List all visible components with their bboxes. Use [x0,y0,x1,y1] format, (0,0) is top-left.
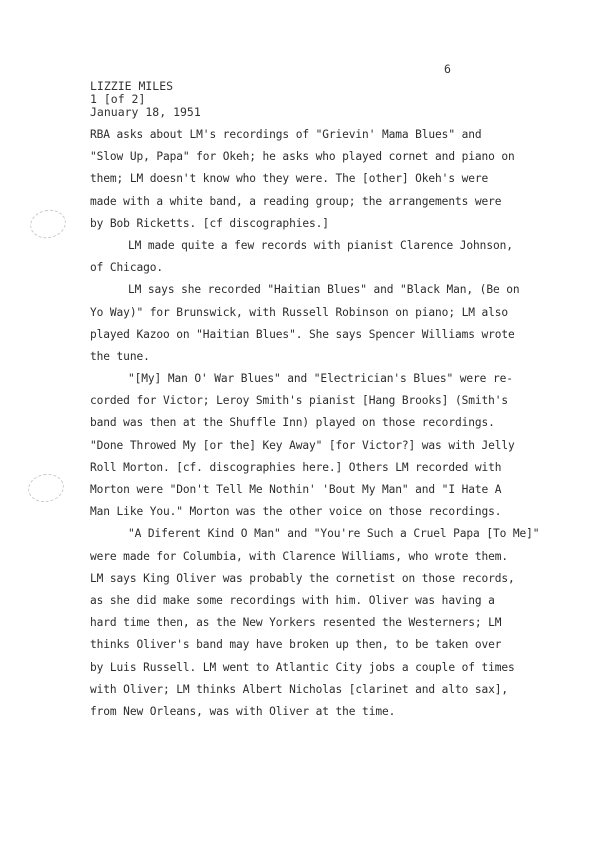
text-line: of Chicago. [90,261,163,275]
document-header [90,80,201,119]
text-line: LM says she recorded "Haitian Blues" and "Black Man, (Be on [128,283,520,297]
text-line: hard time then, as the New Yorkers resented the Westerners; LM [90,616,502,630]
text-line: as she did make some recordings with him. Oliver was having a [90,593,495,607]
text-line: were made for Columbia, with Clarence Williams, who wrote them. [90,549,509,563]
page-number: 6 [444,62,451,76]
text-line: corded for Victor; Leroy Smith's pianist [Hang Brooks] (Smith's [90,394,509,408]
text-line: "Slow Up, Papa" for Okeh; he asks who played cornet and piano on [90,150,515,164]
text-line: "Done Throwed My [or the] Key Away" [for Victor?] was with Jelly [90,438,515,452]
text-line: with Oliver; LM thinks Albert Nicholas [clarinet and alto sax], [90,682,509,696]
text-line: LM made quite a few records with pianist Clarence Johnson, [128,238,513,252]
margin-stamp-1 [27,207,68,242]
text-line: them; LM doesn't know who they were. The [other] Okeh's were [90,172,489,186]
text-line: LM says King Oliver was probably the cornetist on those records, [90,571,515,585]
text-line: Roll Morton. [cf. discographies here.] Others LM recorded with [90,460,502,474]
text-line: the tune. [90,349,150,363]
interview-date: January 18, 1951 [90,105,201,119]
text-line: "[My] Man O' War Blues" and "Electrician's Blues" were re- [128,372,513,386]
text-line: by Luis Russell. LM went to Atlantic City jobs a couple of times [90,660,515,674]
text-line: band was then at the Shuffle Inn) played on those recordings. [90,416,495,430]
reel-part: 1 [of 2] [90,92,146,106]
text-line: Man Like You." Morton was the other voice on those recordings. [90,505,502,519]
transcript-body [90,124,565,723]
text-line: RBA asks about LM's recordings of "Grievin' Mama Blues" and [90,128,482,141]
text-line: thinks Oliver's band may have broken up then, to be taken over [90,638,502,652]
text-line: made with a white band, a reading group; the arrangements were [90,194,502,208]
text-line: played Kazoo on "Haitian Blues". She says Spencer Williams wrote [90,327,515,341]
interviewee-name: LIZZIE MILES [90,79,174,93]
text-line: Yo Way)" for Brunswick, with Russell Robinson on piano; LM also [90,305,509,319]
text-line: from New Orleans, was with Oliver at the time. [90,704,396,718]
text-line: "A Diferent Kind O Man" and "You're Such a Cruel Papa [To Me]" [128,527,540,541]
text-line: by Bob Ricketts. [cf discographies.] [90,216,329,230]
margin-stamp-2 [26,471,66,505]
text-line: Morton were "Don't Tell Me Nothin' 'Bout My Man" and "I Hate A [90,483,502,496]
